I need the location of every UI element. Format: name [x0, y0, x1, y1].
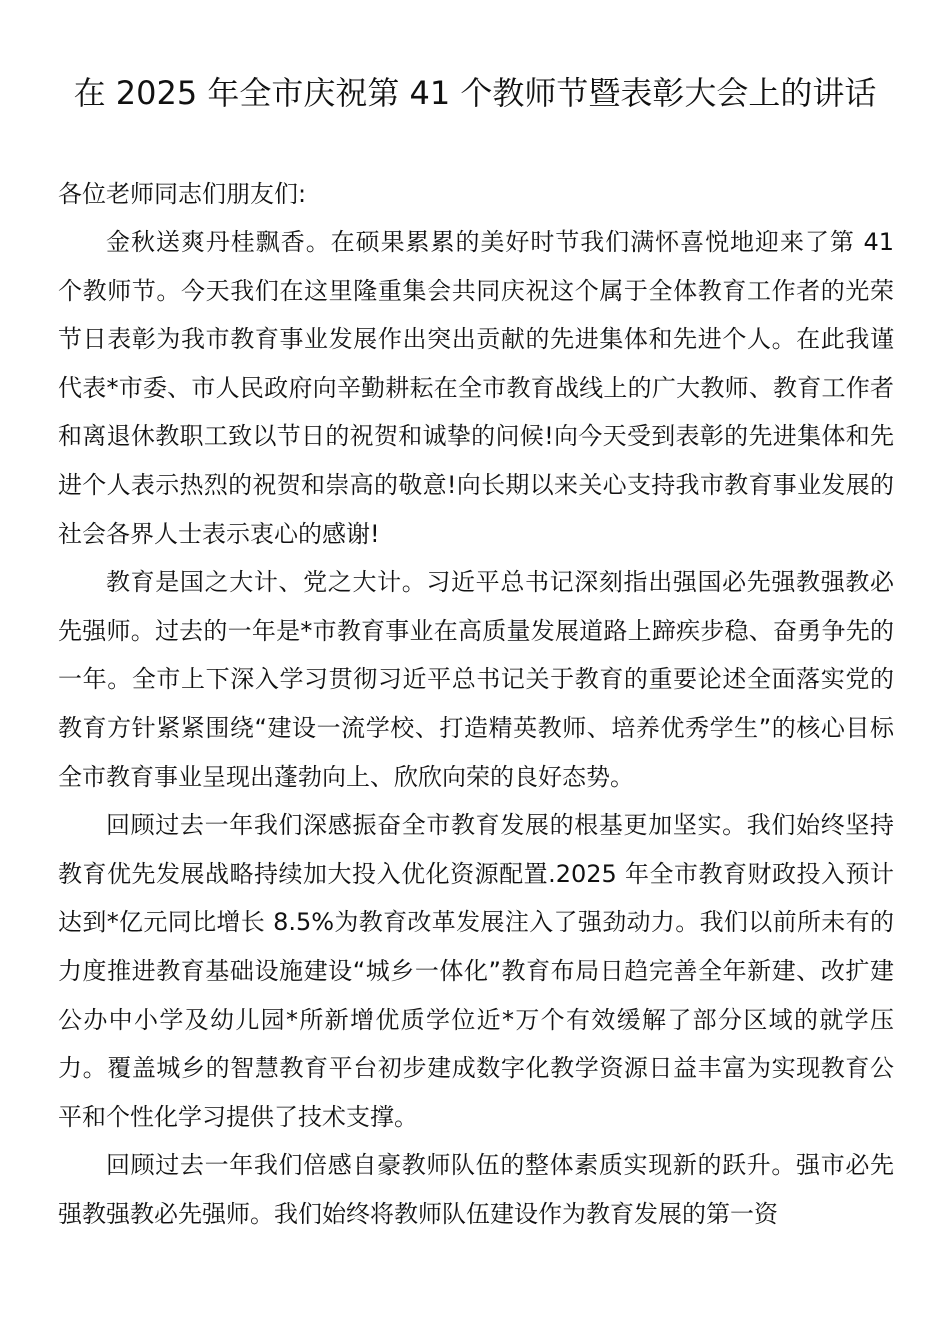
paragraph: 回顾过去一年我们倍感自豪教师队伍的整体素质实现新的跃升。强市必先强教强教必先强师。我们始终将教师队伍建设作为教育发展的第一资	[58, 1151, 894, 1228]
speech-body	[58, 170, 894, 1238]
document-title: 在 2025 年全市庆祝第 41 个教师节暨表彰大会上的讲话	[73, 74, 877, 112]
paragraph: 教育是国之大计、党之大计。习近平总书记深刻指出强国必先强教强教必先强师。过去的一年是*市教育事业在高质量发展道路上蹄疾步稳、奋勇争先的一年。全市上下深入学习贯彻习近平总书记关于教育的重要论述全面落实党的教育方针紧紧围绕“建设一流学校、打造精英教师、培养优秀学生”的核心目标全市教育事业呈现出蓬勃向上、欣欣向荣的良好态势。	[58, 568, 894, 791]
paragraph: 回顾过去一年我们深感振奋全市教育发展的根基更加坚实。我们始终坚持教育优先发展战略持续加大投入优化资源配置.2025 年全市教育财政投入预计达到*亿元同比增长 8.5%为教育改革发展注入了强劲动力。我们以前所未有的力度推进教育基础设施建设“城乡一体化”教育布局日趋完善全年新建、改扩建公办中小学及幼儿园*所新增优质学位近*万个有效缓解了部分区域的就学压力。覆盖城乡的智慧教育平台初步建成数字化教学资源日益丰富为实现教育公平和个性化学习提供了技术支撑。	[58, 811, 894, 1131]
salutation: 各位老师同志们朋友们:	[58, 180, 307, 208]
paragraph: 金秋送爽丹桂飘香。在硕果累累的美好时节我们满怀喜悦地迎来了第 41 个教师节。今天我们在这里隆重集会共同庆祝这个属于全体教育工作者的光荣节日表彰为我市教育事业发展作出突出贡献的先进集体和先进个人。在此我谨代表*市委、市人民政府向辛勤耕耘在全市教育战线上的广大教师、教育工作者和离退休教职工致以节日的祝贺和诚挚的问候!向今天受到表彰的先进集体和先进个人表示热烈的祝贺和崇高的敬意!向长期以来关心支持我市教育事业发展的社会各界人士表示衷心的感谢!	[58, 228, 894, 548]
